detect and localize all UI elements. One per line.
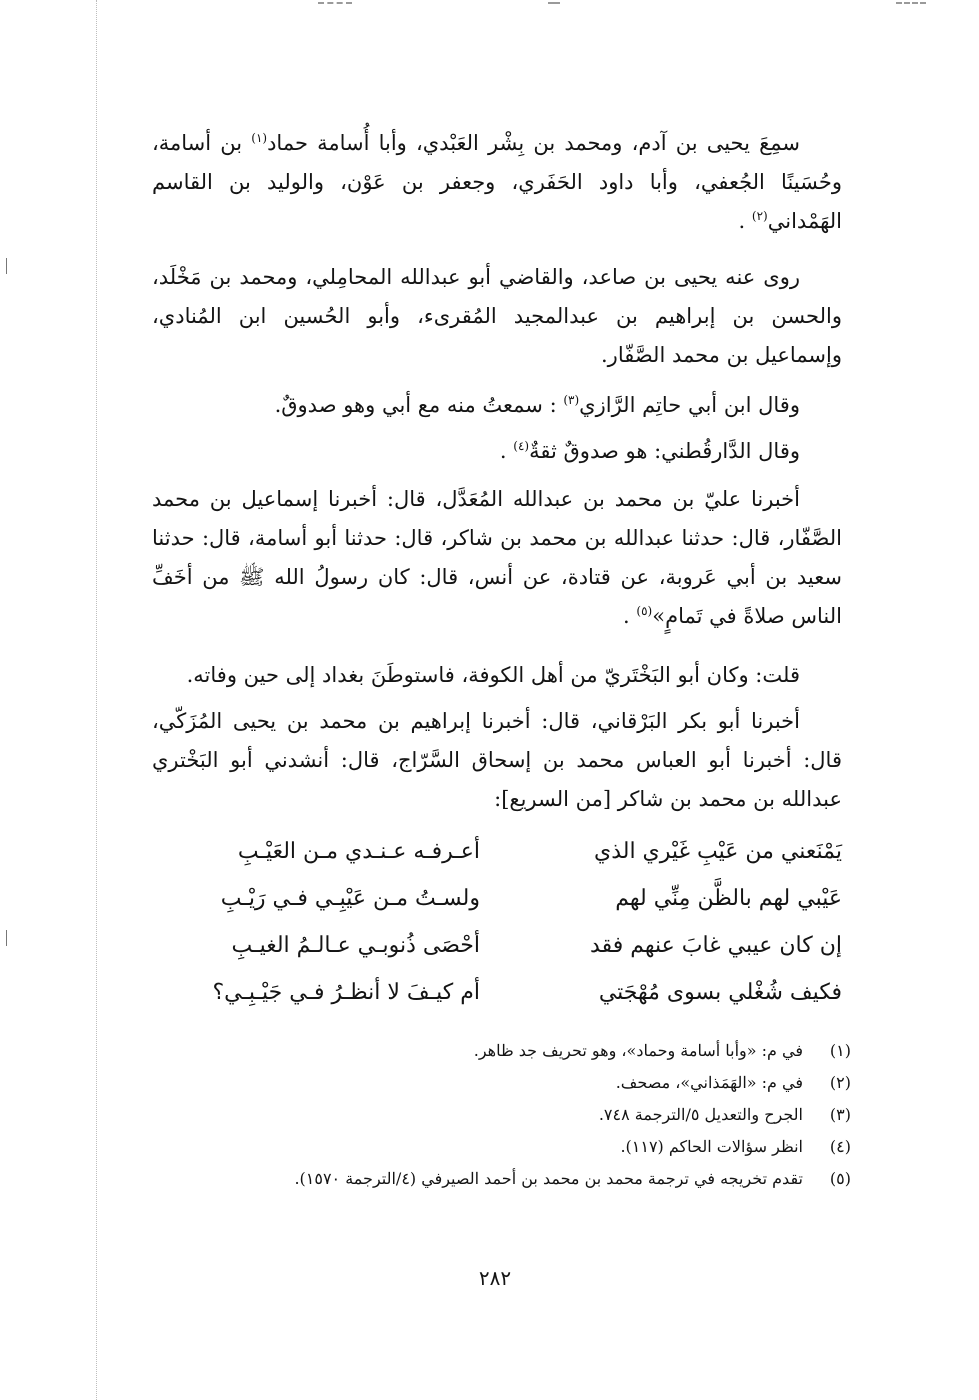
paragraph-text: روى عنه يحيى بن صاعد، والقاضي أبو عبدالله المحامِلي، ومحمد بن مَخْلَد، والحسن بن إبراهيم بن عبدالمجيد المُقرىء، وأبو الحُسين ابن المُنادي، وإسماعيل بن محمد الصَّفّار. [152, 265, 842, 367]
footnote-number: (٤) [829, 1137, 851, 1156]
verse-first-hemistich: إن كان عيبي غابَ عنهم فقد [590, 933, 842, 958]
paragraph-text: سمِعَ يحيى بن آدم، ومحمد بن بِشْر العَبْدي، وأبا أُسامة حماد$^{(١)}$ بن أسامة، وحُسَينًا الجُعفي، وأبا داود الحَفَري، وجعفر بن عَوْن، والوليد بن القاسم الهَمْداني$^{(٢)}$ . [152, 131, 842, 233]
footnote-number: (٥) [829, 1169, 851, 1188]
paragraph-poem-intro [152, 702, 842, 819]
footnote-number: (٣) [829, 1105, 851, 1124]
paragraph-text: قلت: وكان أبو البَخْتَريّ من أهل الكوفة، فاستوطَنَ بغداد إلى حين وفاته. [186, 663, 800, 687]
verse-second-hemistich: أعـرفـه عـنـدي مـن العَيْـبِ [237, 839, 480, 864]
poem [180, 828, 842, 1016]
scan-tick [6, 258, 7, 274]
scan-mark [548, 2, 560, 4]
footnote [186, 1035, 851, 1067]
poem-verse [180, 875, 842, 922]
scan-mark [318, 2, 352, 4]
paragraph-text: وقال الدَّارقُطني: هو صدوقٌ ثقةٌ$^{(٤)}$ . [499, 439, 800, 463]
footnote [186, 1067, 851, 1099]
poem-verse [180, 828, 842, 875]
poem-verse [180, 969, 842, 1016]
paragraph-text: أخبرنا أبو بكر البَرْقاني، قال: أخبرنا إبراهيم بن محمد بن يحيى المُزَكّي، قال: أخبرنا أبو العباس محمد بن إسحاق السَّرّاج، قال: أنشدني أبو البَخْتري عبدالله بن محمد بن شاكر [من السريع]: [152, 709, 842, 811]
footnote [186, 1131, 851, 1163]
scan-tick [6, 930, 7, 946]
poem-verse [180, 922, 842, 969]
paragraph-abi-hatim [152, 386, 842, 425]
footnote-number: (١) [829, 1041, 851, 1060]
footnote-text: الجرح والتعديل ٥/الترجمة ٧٤٨. [598, 1105, 803, 1124]
verse-first-hemistich: عَيْبي لهم بالظَّن مِنِّي لهم [615, 886, 842, 911]
footnote-text: انظر سؤالات الحاكم (١١٧). [620, 1137, 803, 1156]
footnote-marker: (١) [251, 131, 268, 145]
footnote-marker: (٣) [563, 393, 580, 407]
footnote-marker: (٥) [636, 604, 653, 618]
paragraph-text: أخبرنا عليّ بن محمد بن عبدالله المُعَدَّل، قال: أخبرنا إسماعيل بن محمد الصَّفّار، قال: حدثنا عبدالله بن محمد بن شاكر، قال: حدثنا أبو أسامة، قال: حدثنا سعيد بن أبي عَروبة، عن قتادة، عن أنس، قال: كان رسولُ الله ﷺ من أخَفِّ الناس صلاةً في تَمامٍ»$^{(٥)}$ . [152, 487, 842, 628]
footnote [186, 1163, 851, 1195]
footnote-marker: (٢) [751, 209, 768, 223]
verse-second-hemistich: أحْصَى ذُنوبـي عـالـمُ الغيـبِ [231, 933, 480, 958]
verse-first-hemistich: فكيف شُغْلي بسوى مُهْجَتي [598, 980, 842, 1005]
footnote-text: في م: «وأبا أسامة وحماد»، وهو تحريف جد ظاهر. [473, 1041, 803, 1060]
footnotes [186, 1035, 851, 1195]
footnote-text: تقدم تخريجه في ترجمة محمد بن محمد بن أحمد الصيرفي (٤/الترجمة ١٥٧٠). [294, 1169, 803, 1188]
paragraph-students [152, 258, 842, 375]
paragraph-note [152, 656, 842, 695]
verse-second-hemistich: ولسـتُ مـن عَيْبِـي فـي رَيْـبِ [220, 886, 480, 911]
scan-edge-dots [96, 0, 97, 1400]
paragraph-teachers [152, 124, 842, 241]
scan-mark [896, 2, 926, 4]
page-number: ٢٨٢ [478, 1266, 512, 1290]
paragraph-daraqutni [152, 432, 842, 471]
footnote-text: في م: «الهَمَذاني»، مصحف. [615, 1073, 803, 1092]
verse-second-hemistich: أم كيـفَ لا أنظـرُ فـي جَيْـبِـي؟ [212, 980, 480, 1005]
footnote-marker: (٤) [513, 439, 530, 453]
verse-first-hemistich: يَمْنَعني من عَيْبِ غَيْري الذي [593, 839, 842, 864]
footnote-number: (٢) [829, 1073, 851, 1092]
footnote [186, 1099, 851, 1131]
paragraph-text: وقال ابن أبي حاتِم الرَّازي$^{(٣)}$ : سمعتُ منه مع أبي وهو صدوقٌ. [274, 393, 800, 417]
paragraph-hadith [152, 480, 842, 636]
